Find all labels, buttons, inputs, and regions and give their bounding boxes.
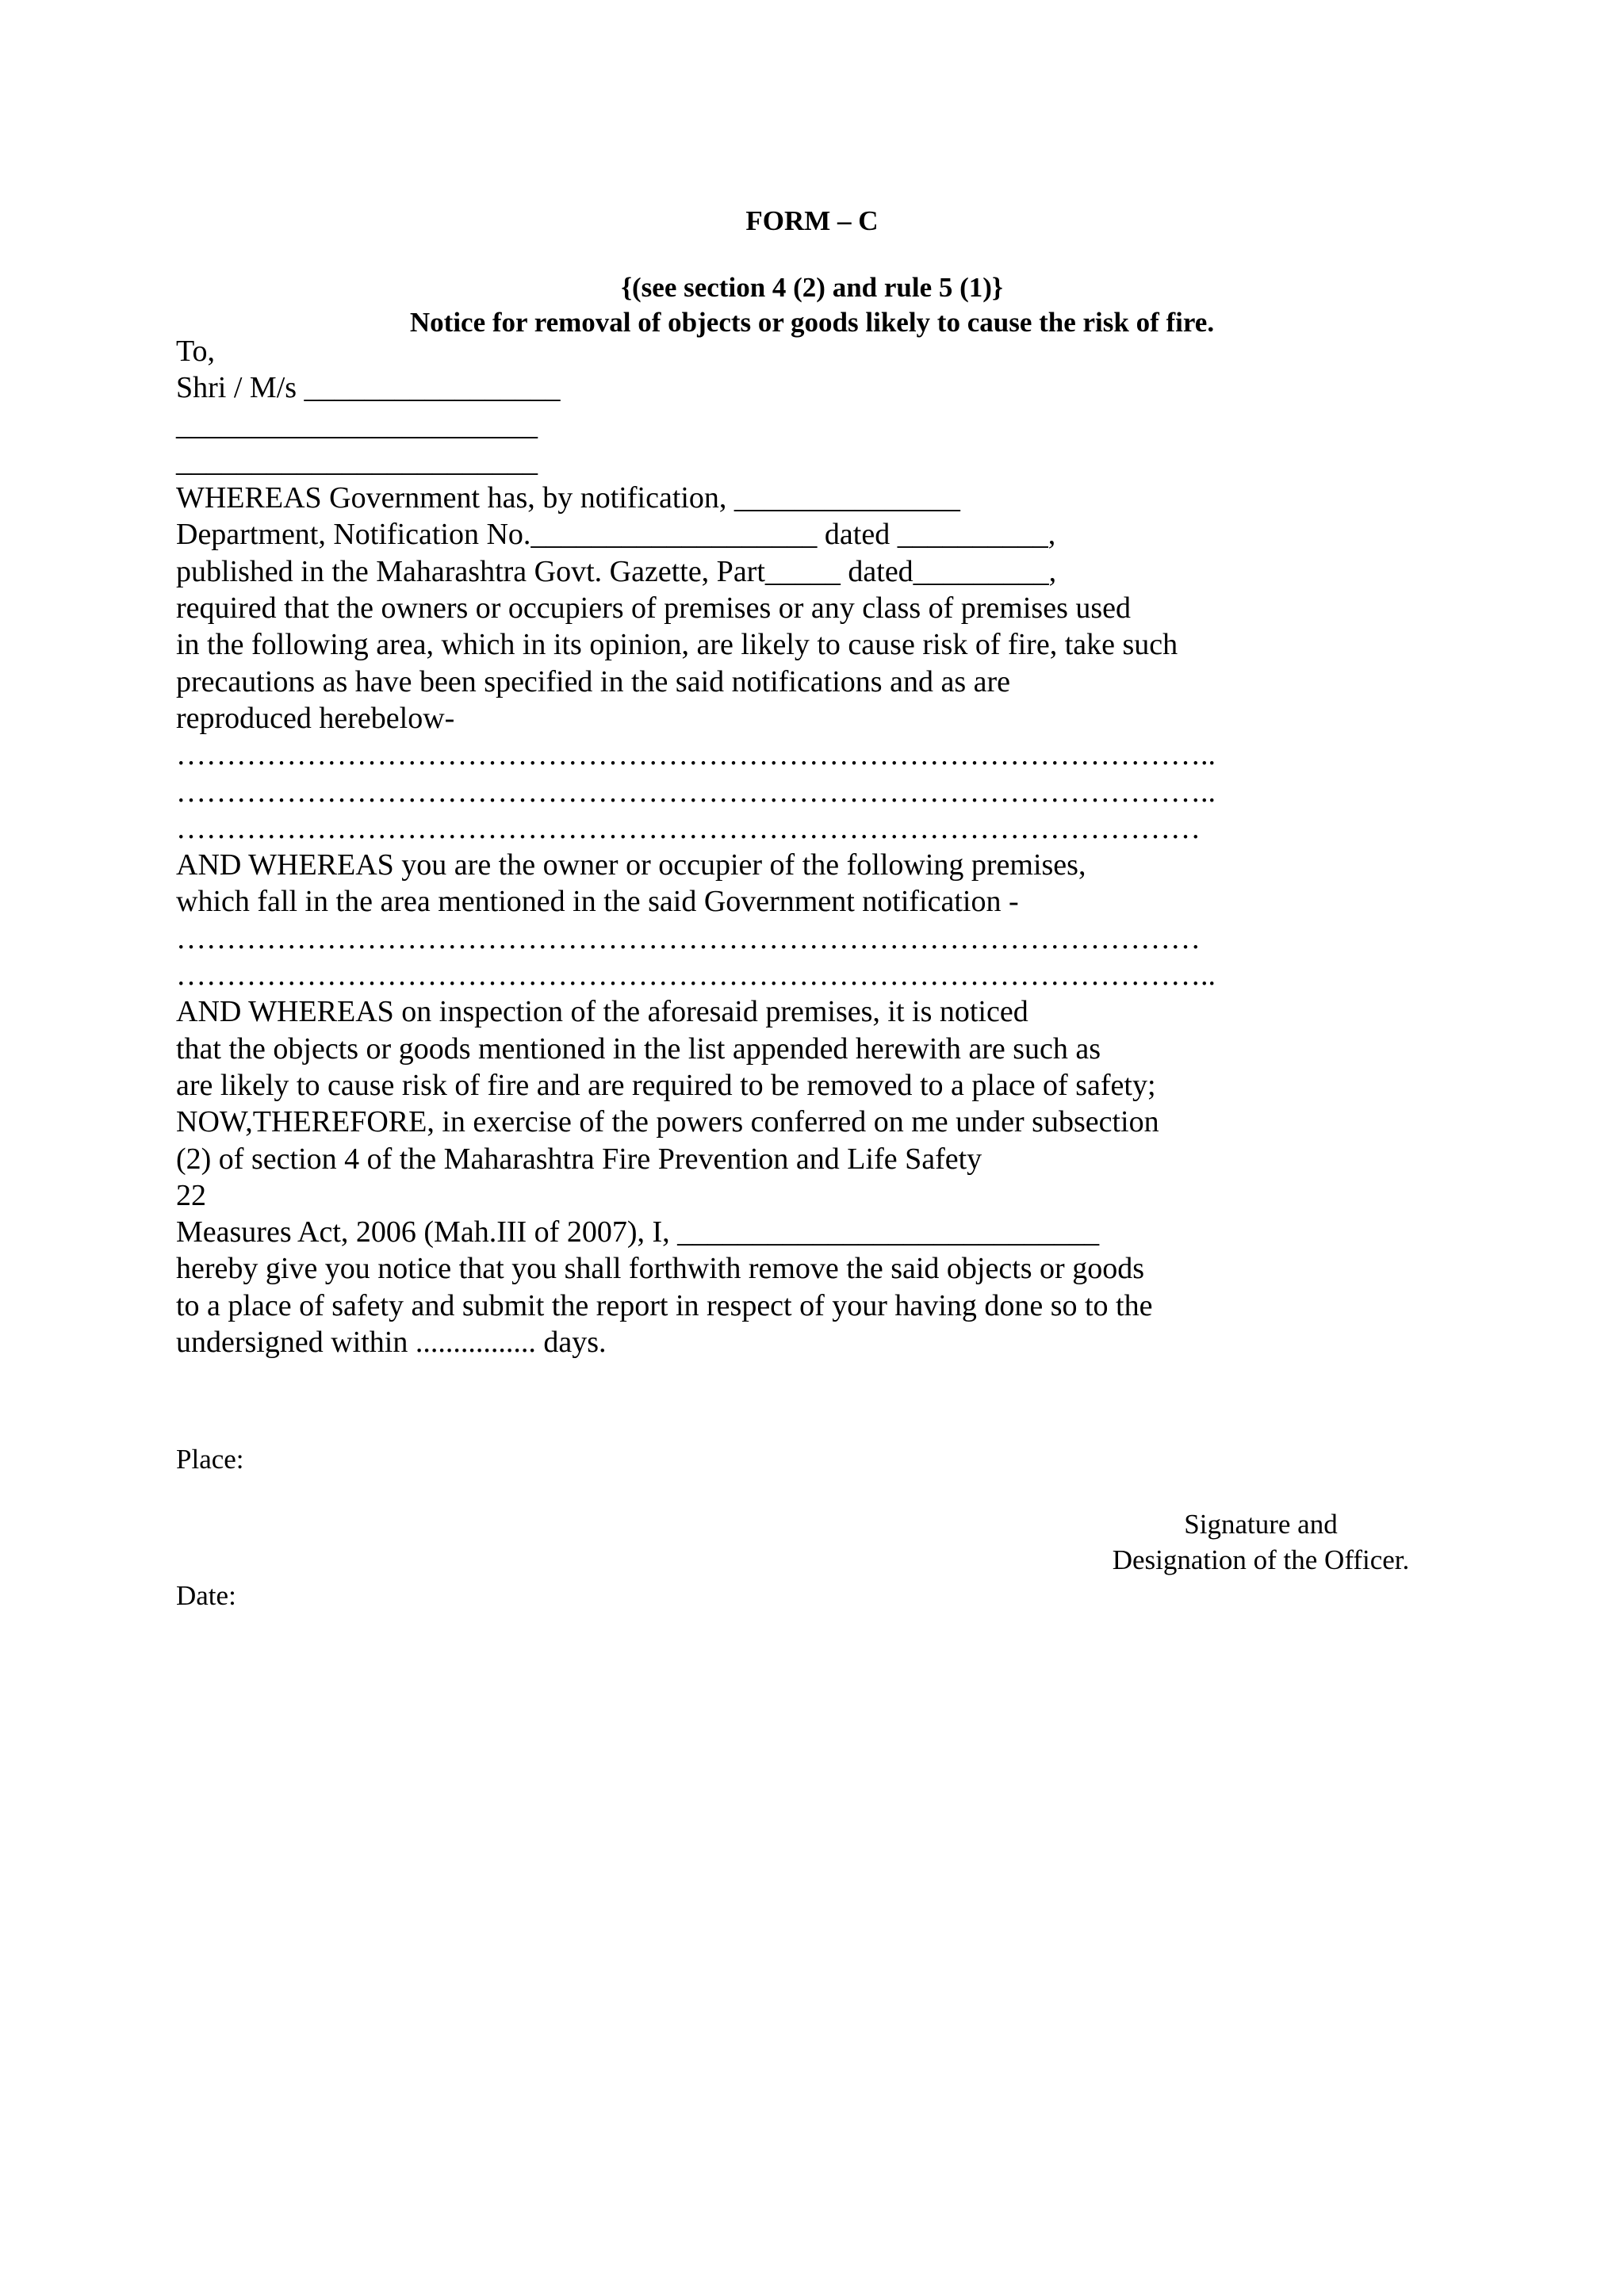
address-blank-line: ________________________ bbox=[176, 408, 538, 442]
body-line: to a place of safety and submit the report in respect of your having done so to the bbox=[176, 1288, 1153, 1322]
notice-body bbox=[176, 333, 1524, 1360]
body-line: hereby give you notice that you shall forthwith remove the said objects or goods bbox=[176, 1252, 1144, 1286]
body-line: required that the owners or occupiers of premises or any class of premises used bbox=[176, 591, 1132, 626]
designation-label: Designation of the Officer. bbox=[1112, 1544, 1410, 1575]
body-line: (2) of section 4 of the Maharashtra Fire Prevention and Life Safety bbox=[176, 1142, 982, 1176]
page-number: 22 bbox=[176, 1178, 206, 1212]
body-line: which fall in the area mentioned in the said Government notification - bbox=[176, 885, 1019, 919]
place-label: Place: bbox=[176, 1444, 244, 1475]
address-blank-line: ________________________ bbox=[176, 444, 538, 478]
body-line: reproduced herebelow- bbox=[176, 701, 455, 735]
body-line: Department, Notification No.___________________ dated __________, bbox=[176, 518, 1056, 552]
body-line: undersigned within ................ days. bbox=[176, 1326, 607, 1360]
body-line: in the following area, which in its opinion, are likely to cause risk of fire, take such bbox=[176, 628, 1178, 662]
body-line: WHEREAS Government has, by notification, _______________ bbox=[176, 481, 960, 515]
body-line: AND WHEREAS on inspection of the aforesaid premises, it is noticed bbox=[176, 995, 1028, 1029]
date-label: Date: bbox=[176, 1580, 236, 1611]
body-line: NOW,THEREFORE, in exercise of the powers conferred on me under subsection bbox=[176, 1105, 1159, 1139]
body-line: AND WHEREAS you are the owner or occupier of the following premises, bbox=[176, 848, 1086, 882]
addressee-line: Shri / M/s _________________ bbox=[176, 371, 561, 405]
body-line: Measures Act, 2006 (Mah.III of 2007), I, ____________________________ bbox=[176, 1215, 1100, 1249]
body-line: published in the Maharashtra Govt. Gazette, Part_____ dated_________, bbox=[176, 554, 1057, 588]
address-to: To, bbox=[176, 335, 216, 368]
signature-label: Signature and bbox=[1184, 1509, 1338, 1540]
dotted-line: ………………………………………………………………………………………… bbox=[176, 921, 1201, 955]
form-title: FORM – C bbox=[745, 205, 879, 236]
dotted-line: ………………………………………………………………………………………….. bbox=[176, 959, 1216, 993]
dotted-line: ………………………………………………………………………………………….. bbox=[176, 738, 1216, 772]
form-subject: Notice for removal of objects or goods likely to cause the risk of fire. bbox=[409, 307, 1215, 338]
body-line: that the objects or goods mentioned in the list appended herewith are such as bbox=[176, 1031, 1101, 1066]
dotted-line: ………………………………………………………………………………………… bbox=[176, 811, 1201, 845]
body-line: precautions as have been specified in the said notifications and as are bbox=[176, 664, 1010, 698]
dotted-line: ………………………………………………………………………………………….. bbox=[176, 775, 1216, 809]
form-reference: {(see section 4 (2) and rule 5 (1)} bbox=[621, 272, 1003, 303]
body-line: are likely to cause risk of fire and are required to be removed to a place of safety; bbox=[176, 1068, 1156, 1102]
